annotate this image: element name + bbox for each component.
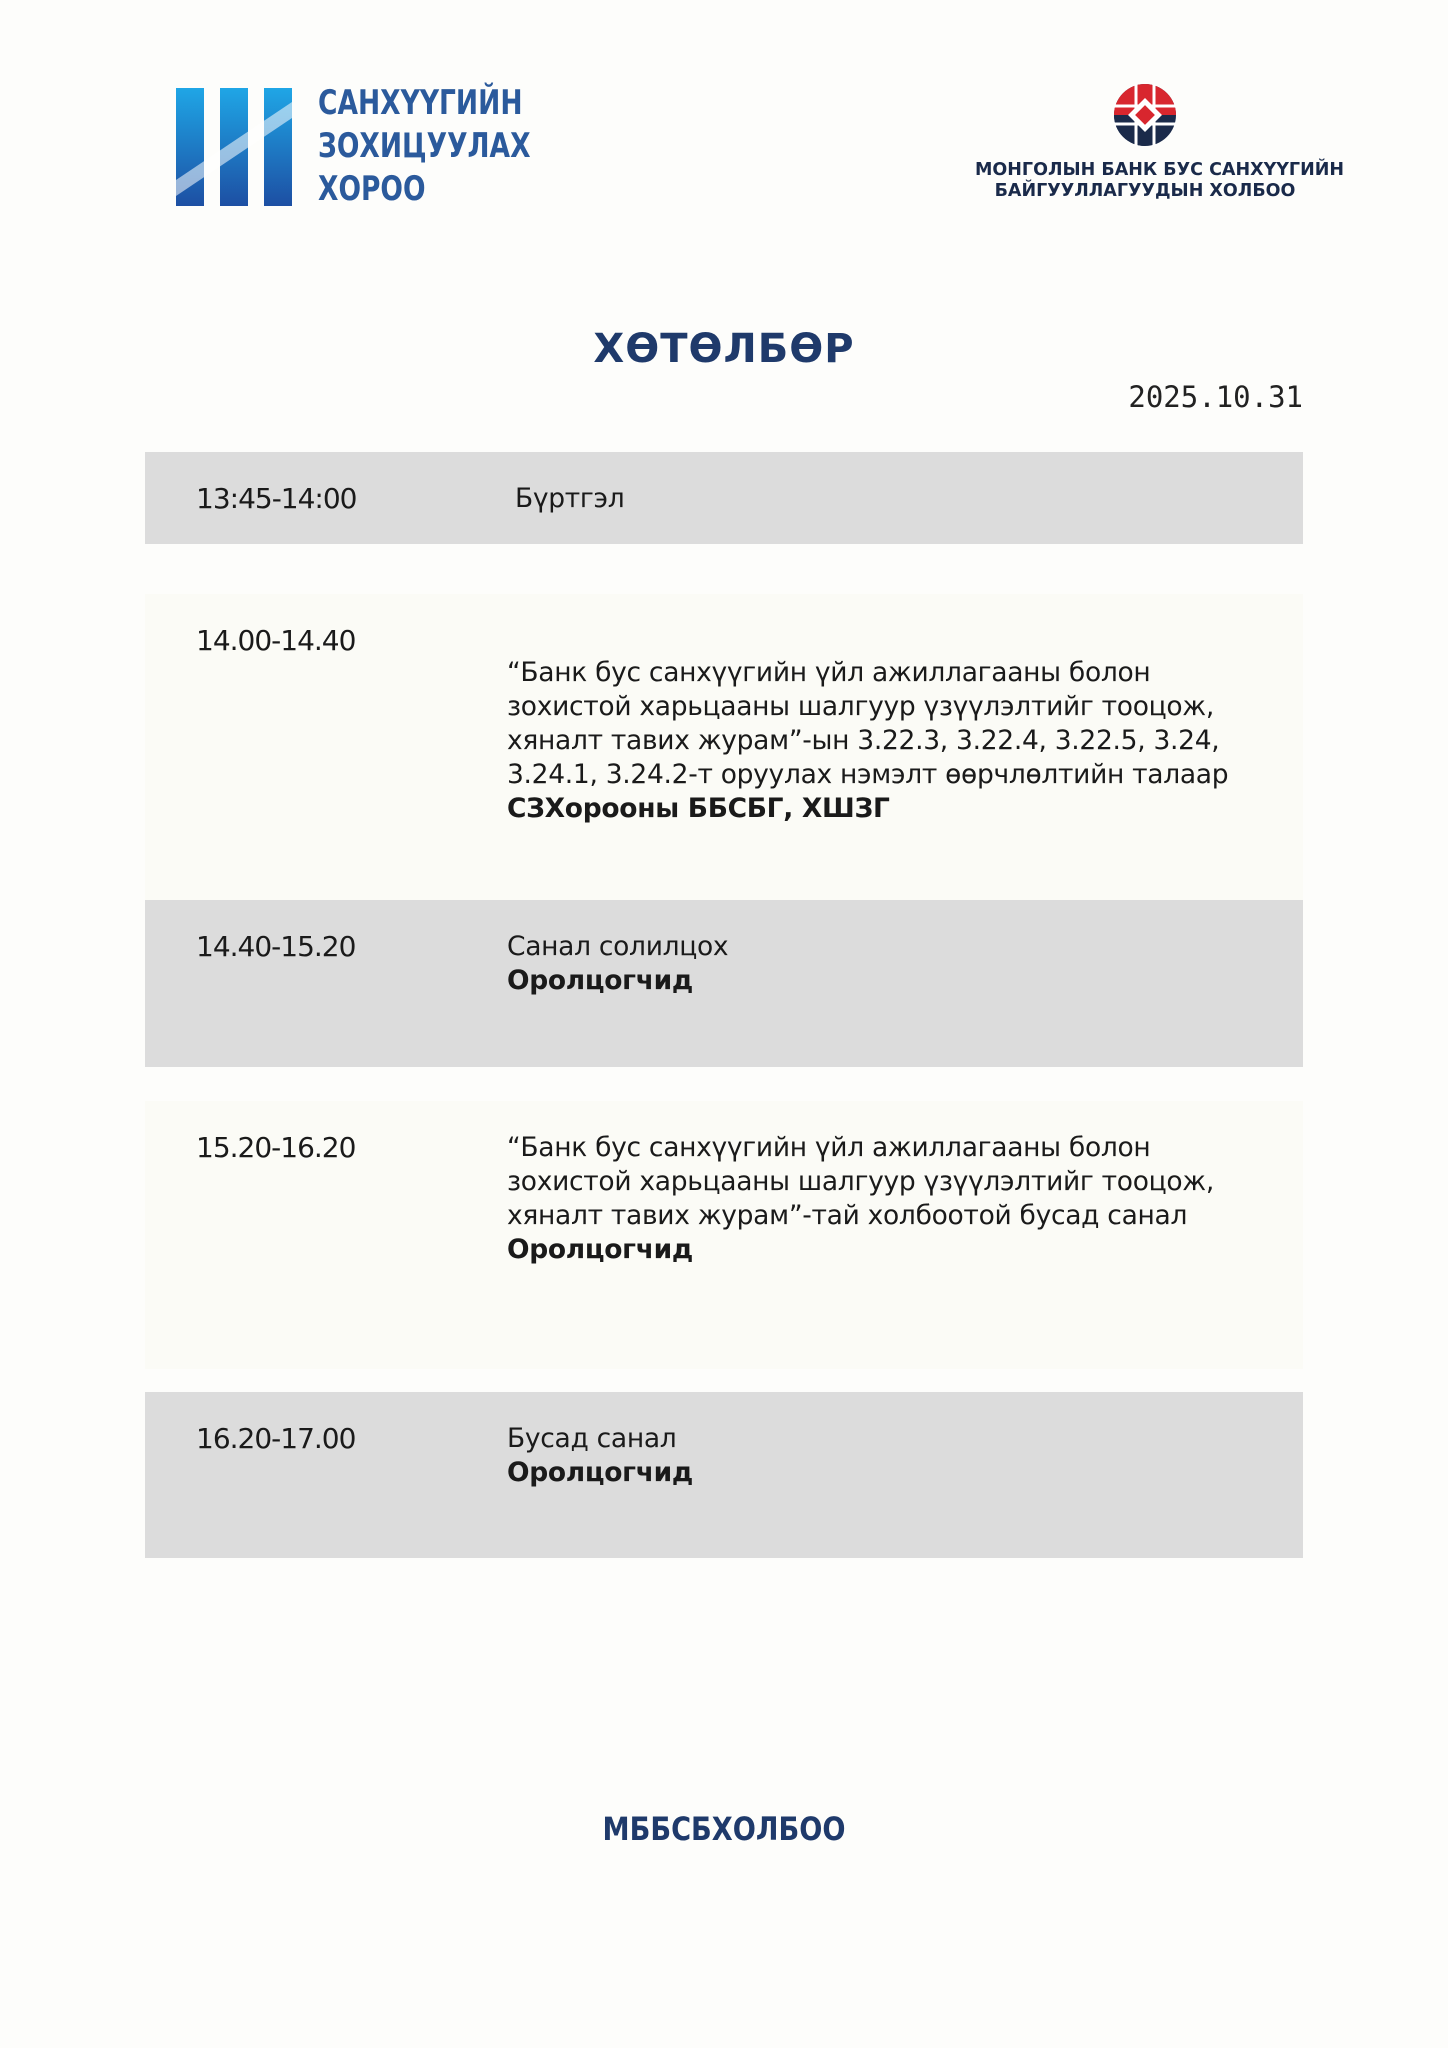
schedule-row: [145, 1392, 1303, 1558]
schedule-presenter: Оролцогчид: [507, 1457, 693, 1488]
right-logo-line-1: МОНГОЛЫН БАНК БУС САНХҮҮГИЙН: [975, 160, 1345, 180]
schedule-time: 13:45-14:00: [196, 482, 357, 515]
footer-brand: МББСБХОЛБОО: [602, 1810, 846, 1848]
schedule-activity: “Банк бус санхүүгийн үйл ажиллагааны болон зохистой харьцааны шалгуур үзүүлэлтийг тооцож, хяналт тавих журам”-тай холбоотой бусад санал: [507, 1132, 1214, 1231]
left-logo-line-3: ХОРОО: [318, 169, 426, 209]
left-logo-line-2: ЗОХИЦУУЛАХ: [318, 126, 531, 166]
schedule-time: 14.40-15.20: [196, 930, 356, 963]
schedule-row: [145, 1101, 1303, 1369]
schedule-presenter: Оролцогчид: [507, 965, 693, 996]
page-title: ХӨТӨЛБӨР: [593, 326, 855, 372]
mbbsb-holboo-logo: [975, 82, 1345, 202]
schedule-activity: Санал солилцох: [507, 931, 729, 962]
schedule-time: 16.20-17.00: [196, 1422, 356, 1455]
schedule-activity: Бүртгэл: [515, 483, 625, 514]
schedule-time: 15.20-16.20: [196, 1131, 356, 1164]
event-date: 2025.10.31: [1128, 380, 1303, 414]
right-logo-line-2: БАЙГУУЛЛАГУУДЫН ХОЛБОО: [994, 181, 1296, 201]
sanhuugiin-zohitsuulah-horoo-logo: [176, 82, 590, 211]
schedule-time: 14.00-14.40: [196, 624, 356, 657]
schedule-activity: Бусад санал: [507, 1423, 677, 1454]
schedule-row: [145, 900, 1303, 1067]
schedule-presenter: Оролцогчид: [507, 1234, 693, 1265]
left-logo-line-1: САНХҮҮГИЙН: [318, 83, 523, 123]
logo-bars-icon: [176, 88, 292, 206]
schedule-row: [145, 452, 1303, 544]
schedule-activity: “Банк бус санхүүгийн үйл ажиллагааны болон зохистой харьцааны шалгуур үзүүлэлтийг тооцож, хяналт тавих журам”-ын 3.22.3, 3.22.4, 3.22.5, 3.24, 3.24.1, 3.24.2-т оруулах нэмэлт өөрчлөлтийн талаар: [507, 657, 1229, 790]
schedule-row: [145, 594, 1303, 900]
schedule-presenter: СЗХорооны ББСБГ, ХШЗГ: [507, 793, 890, 824]
mbbsb-emblem-icon: [1112, 82, 1178, 148]
